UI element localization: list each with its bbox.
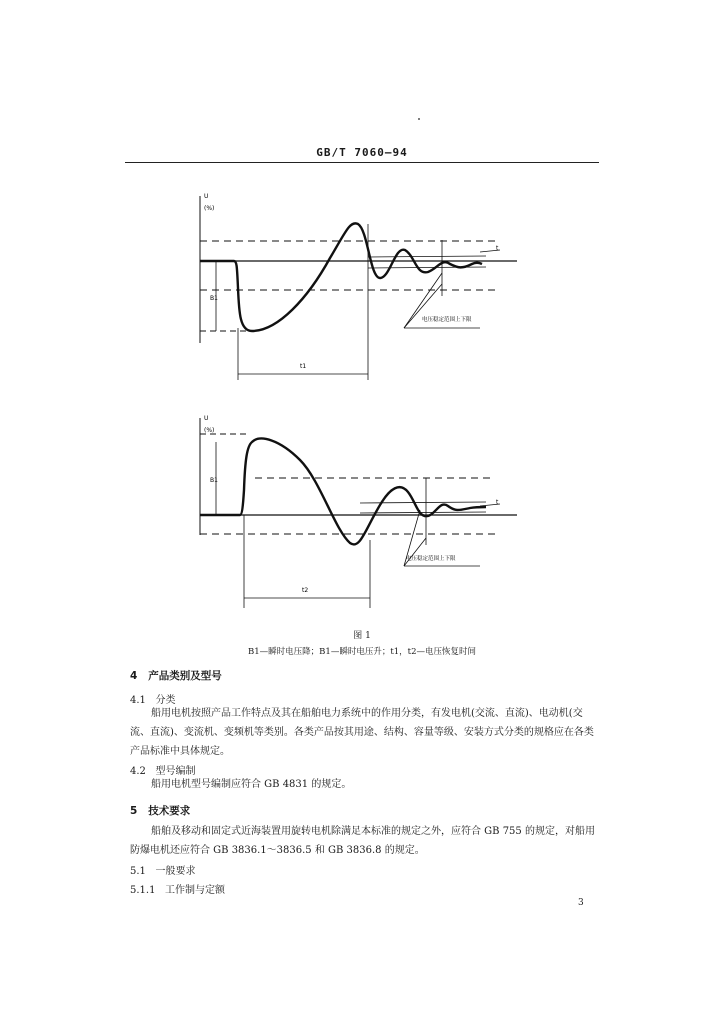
b1-label: B1 — [210, 477, 218, 484]
t1-label: t1 — [300, 363, 307, 370]
section-number: 5 — [130, 805, 138, 817]
y-axis-label: U — [204, 415, 209, 422]
t-axis-label: t — [496, 245, 499, 252]
section-title: 工作制与定额 — [165, 885, 225, 896]
band-lower — [368, 267, 486, 268]
section-5-1-1-heading — [130, 881, 225, 896]
page-number: 3 — [578, 898, 584, 908]
speck-mark — [418, 118, 420, 120]
section-number: 5.1.1 — [130, 885, 156, 896]
b1-label: B1 — [210, 295, 218, 302]
section-number: 4 — [130, 670, 138, 682]
callout-text: 电压稳定范围上下限 — [422, 317, 472, 323]
y-axis-label: U — [204, 193, 209, 200]
section-title: 型号编制 — [155, 766, 196, 777]
section-5-1-heading — [130, 862, 195, 877]
y-axis-unit: (%) — [204, 427, 215, 434]
band-lower — [360, 512, 486, 513]
figure-legend: B1—瞬时电压降；B1—瞬时电压升；t1，t2—电压恢复时间 — [248, 647, 476, 657]
figure-title: 图 1 — [353, 631, 371, 641]
paragraph-4-2: 船用电机型号编制应符合 GB 4831 的规定。 — [151, 779, 352, 790]
section-number: 4.1 — [130, 695, 146, 706]
figure1-bottom-plot — [190, 410, 530, 620]
section-title: 产品类别及型号 — [148, 670, 222, 682]
y-axis-unit: (%) — [204, 205, 215, 212]
t2-label: t2 — [302, 587, 309, 594]
section-5-heading — [130, 803, 190, 818]
section-title: 一般要求 — [155, 866, 196, 877]
callout-text: 电压稳定范围上下限 — [406, 556, 456, 562]
paragraph-5: 船舶及移动和固定式近海装置用旋转电机除满足本标准的规定之外，应符合 GB 755 的规定，对船用防爆电机还应符合 GB 3836.1～3836.5 和 GB 3836.8 的规定。 — [130, 826, 595, 856]
t-axis-label: t — [496, 499, 499, 506]
section-title: 分类 — [155, 695, 176, 706]
page-header: GB/T 7060—94 — [316, 146, 408, 159]
band-upper — [368, 256, 486, 257]
header-rule — [125, 162, 599, 163]
paragraph-4-1: 船用电机按照产品工作特点及其在船舶电力系统中的作用分类，有发电机(交流、直流)、电动机(交流、直流)、变流机、变频机等类别。各类产品按其用途、结构、容量等级、安装方式分类的规格应在各类产品标准中具体规定。 — [130, 708, 594, 757]
voltage-rise-curve — [200, 439, 486, 545]
section-title: 技术要求 — [148, 805, 191, 817]
voltage-dip-curve — [200, 223, 482, 331]
section-number: 5.1 — [130, 866, 146, 877]
figure1-top-plot — [190, 178, 530, 388]
band-upper — [360, 502, 486, 503]
section-number: 4.2 — [130, 766, 146, 777]
section-4-heading — [130, 668, 222, 683]
